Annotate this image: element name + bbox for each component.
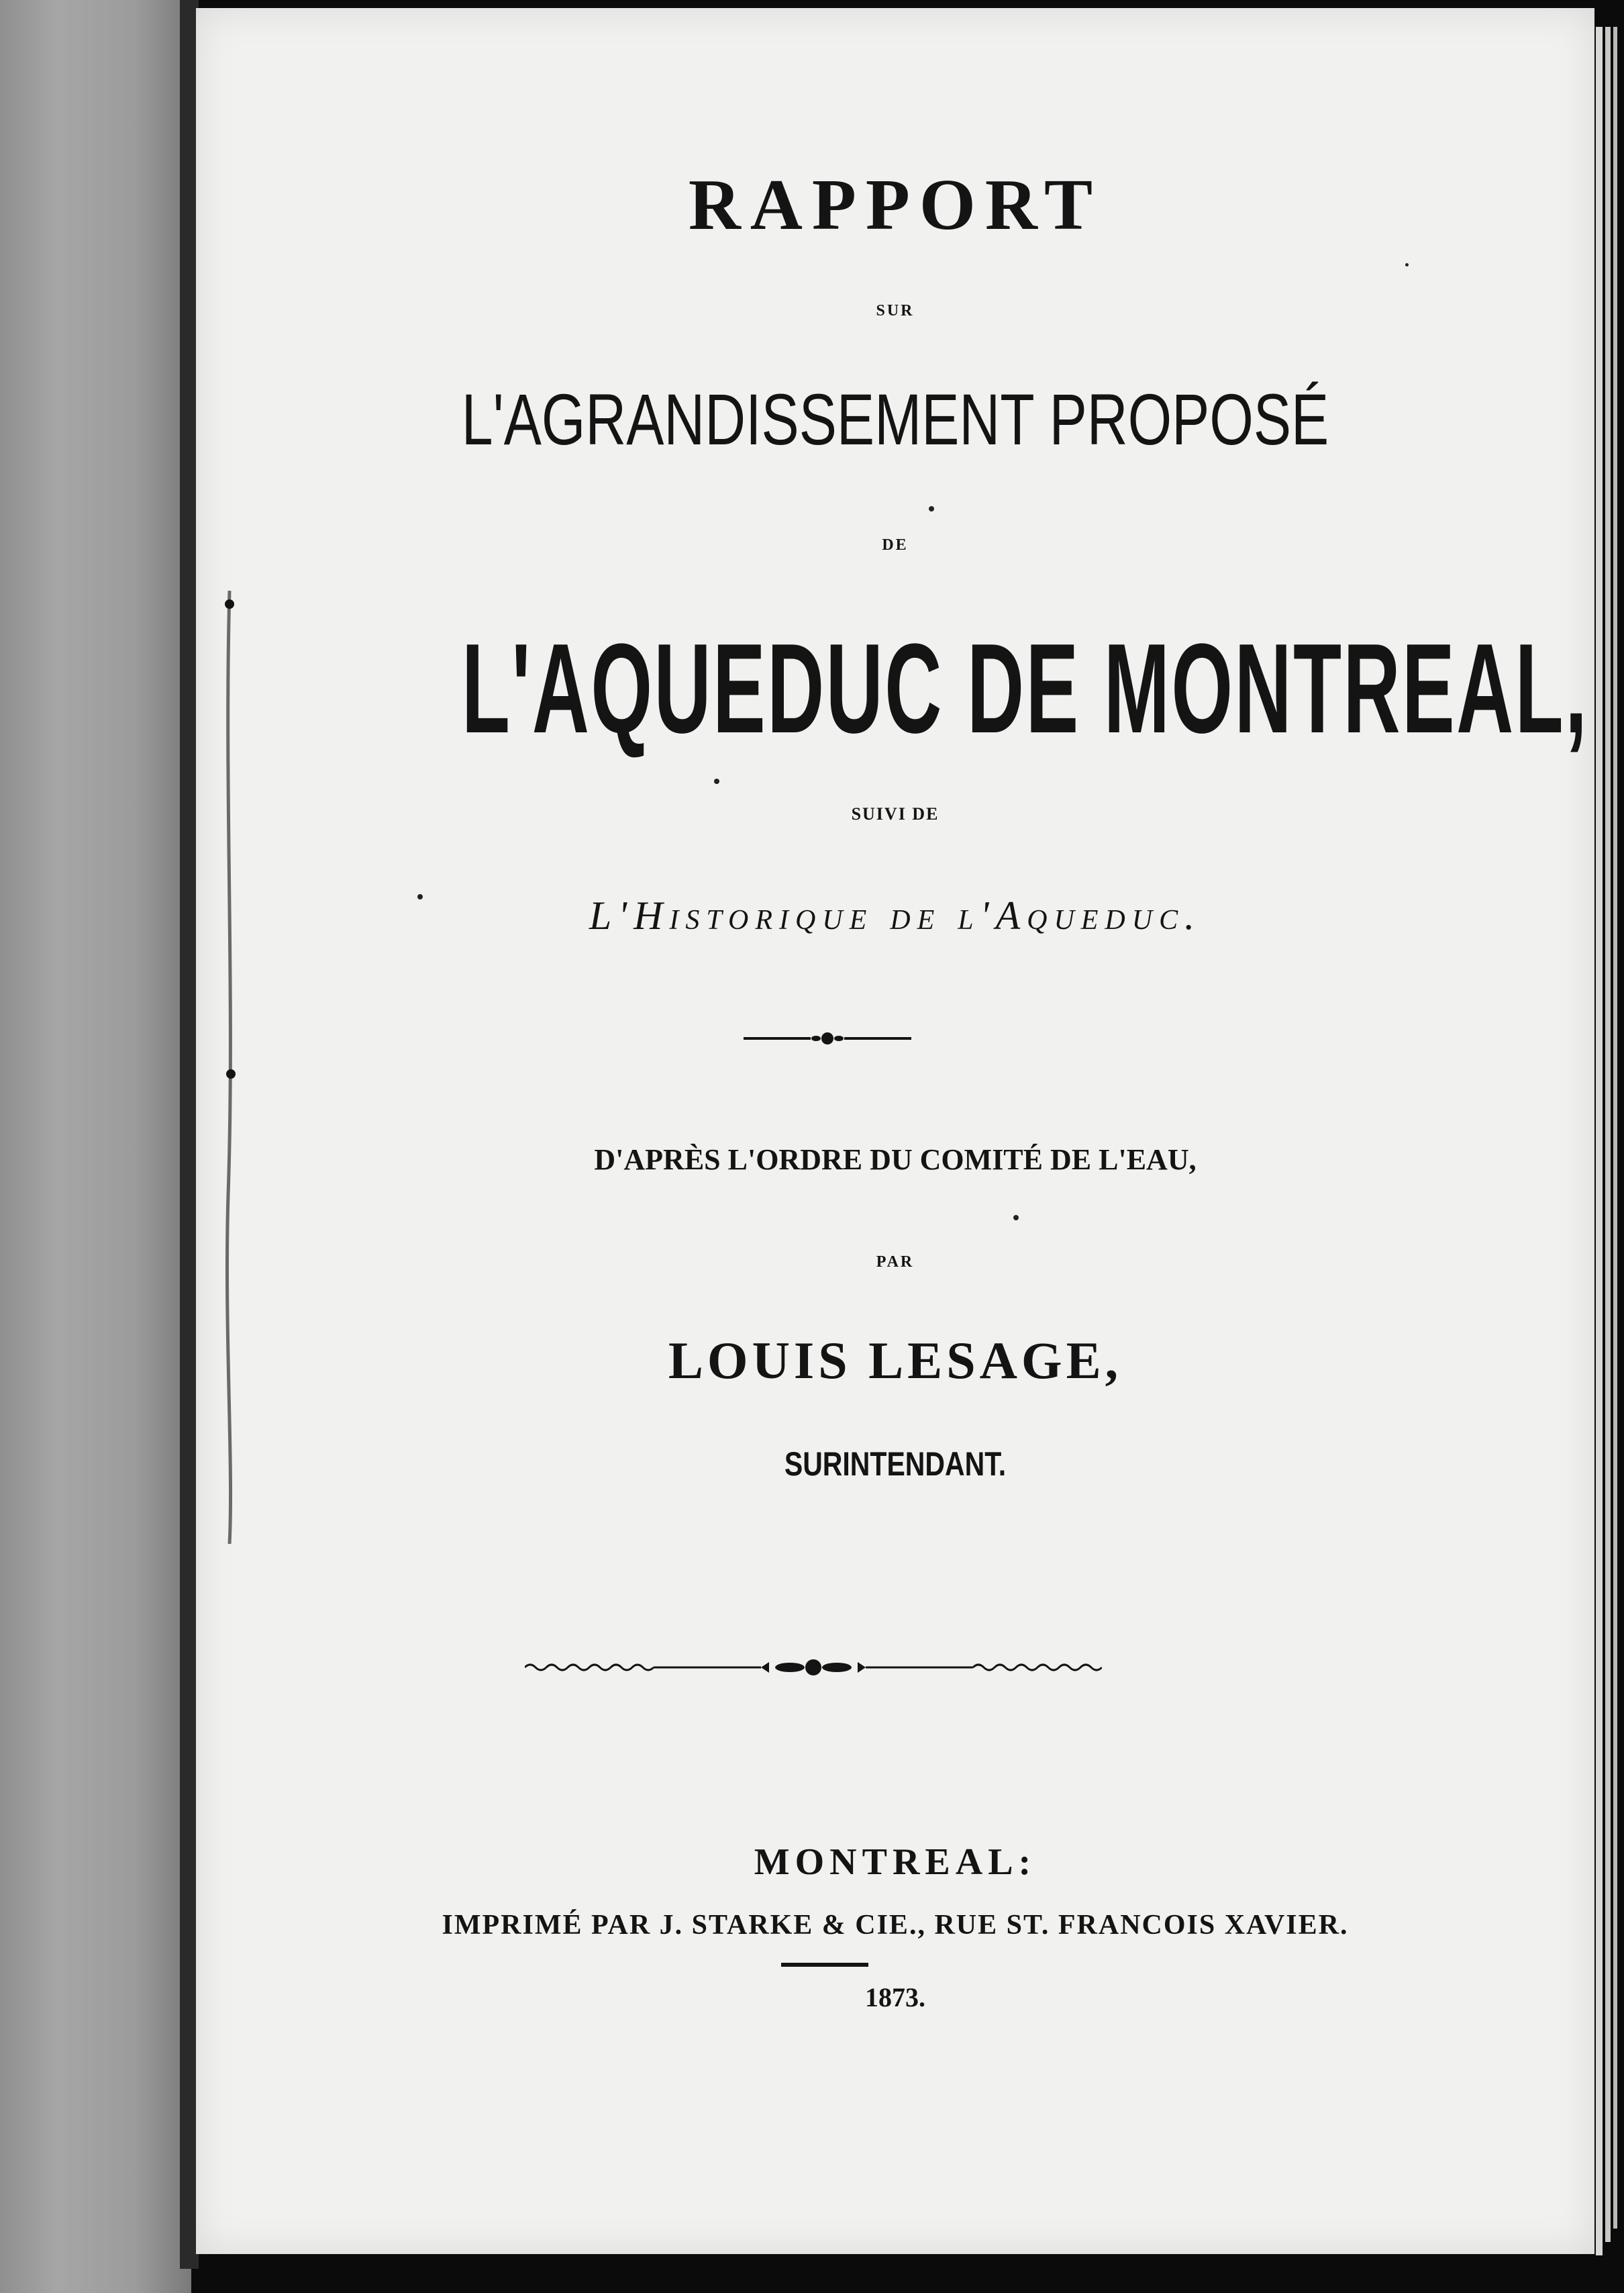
commission-line: D'APRÈS L'ORDRE DU COMITÉ DE L'EAU, xyxy=(594,1143,1197,1176)
document-object: L'AQUEDUC DE MONTREAL, xyxy=(461,618,1589,760)
binding-thread xyxy=(221,591,238,1544)
document-supplement: L'Historique de l'Aqueduc. xyxy=(589,893,1202,938)
ink-speck xyxy=(417,894,423,899)
document-title: RAPPORT xyxy=(688,165,1103,245)
ink-speck xyxy=(1405,263,1409,266)
ornament-divider xyxy=(525,1654,1102,1681)
year-rule xyxy=(781,1963,868,1967)
author-role: SURINTENDANT. xyxy=(784,1445,1007,1483)
book-cover-edge xyxy=(0,0,191,2293)
author-name: LOUIS LESAGE, xyxy=(668,1331,1123,1389)
connector-par: PAR xyxy=(876,1253,915,1271)
ink-speck xyxy=(1013,1215,1019,1220)
page-edge xyxy=(1596,27,1603,2255)
connector-suivi: SUIVI DE xyxy=(851,804,940,824)
imprint-year: 1873. xyxy=(865,1982,925,2012)
connector-de: DE xyxy=(882,536,909,554)
connector-sur: SUR xyxy=(876,302,915,320)
imprint-city: MONTREAL: xyxy=(754,1841,1037,1883)
page-edge xyxy=(1605,27,1611,2242)
ink-speck xyxy=(714,779,719,784)
document-subject: L'AGRANDISSEMENT PROPOSÉ xyxy=(461,379,1329,460)
page-edge xyxy=(1613,27,1617,2229)
imprint-printer: IMPRIMÉ PAR J. STARKE & CIE., RUE ST. FRANCOIS XAVIER. xyxy=(442,1910,1349,1941)
title-page xyxy=(196,8,1594,2254)
ink-speck xyxy=(929,506,934,511)
ornament-divider xyxy=(744,1028,911,1048)
